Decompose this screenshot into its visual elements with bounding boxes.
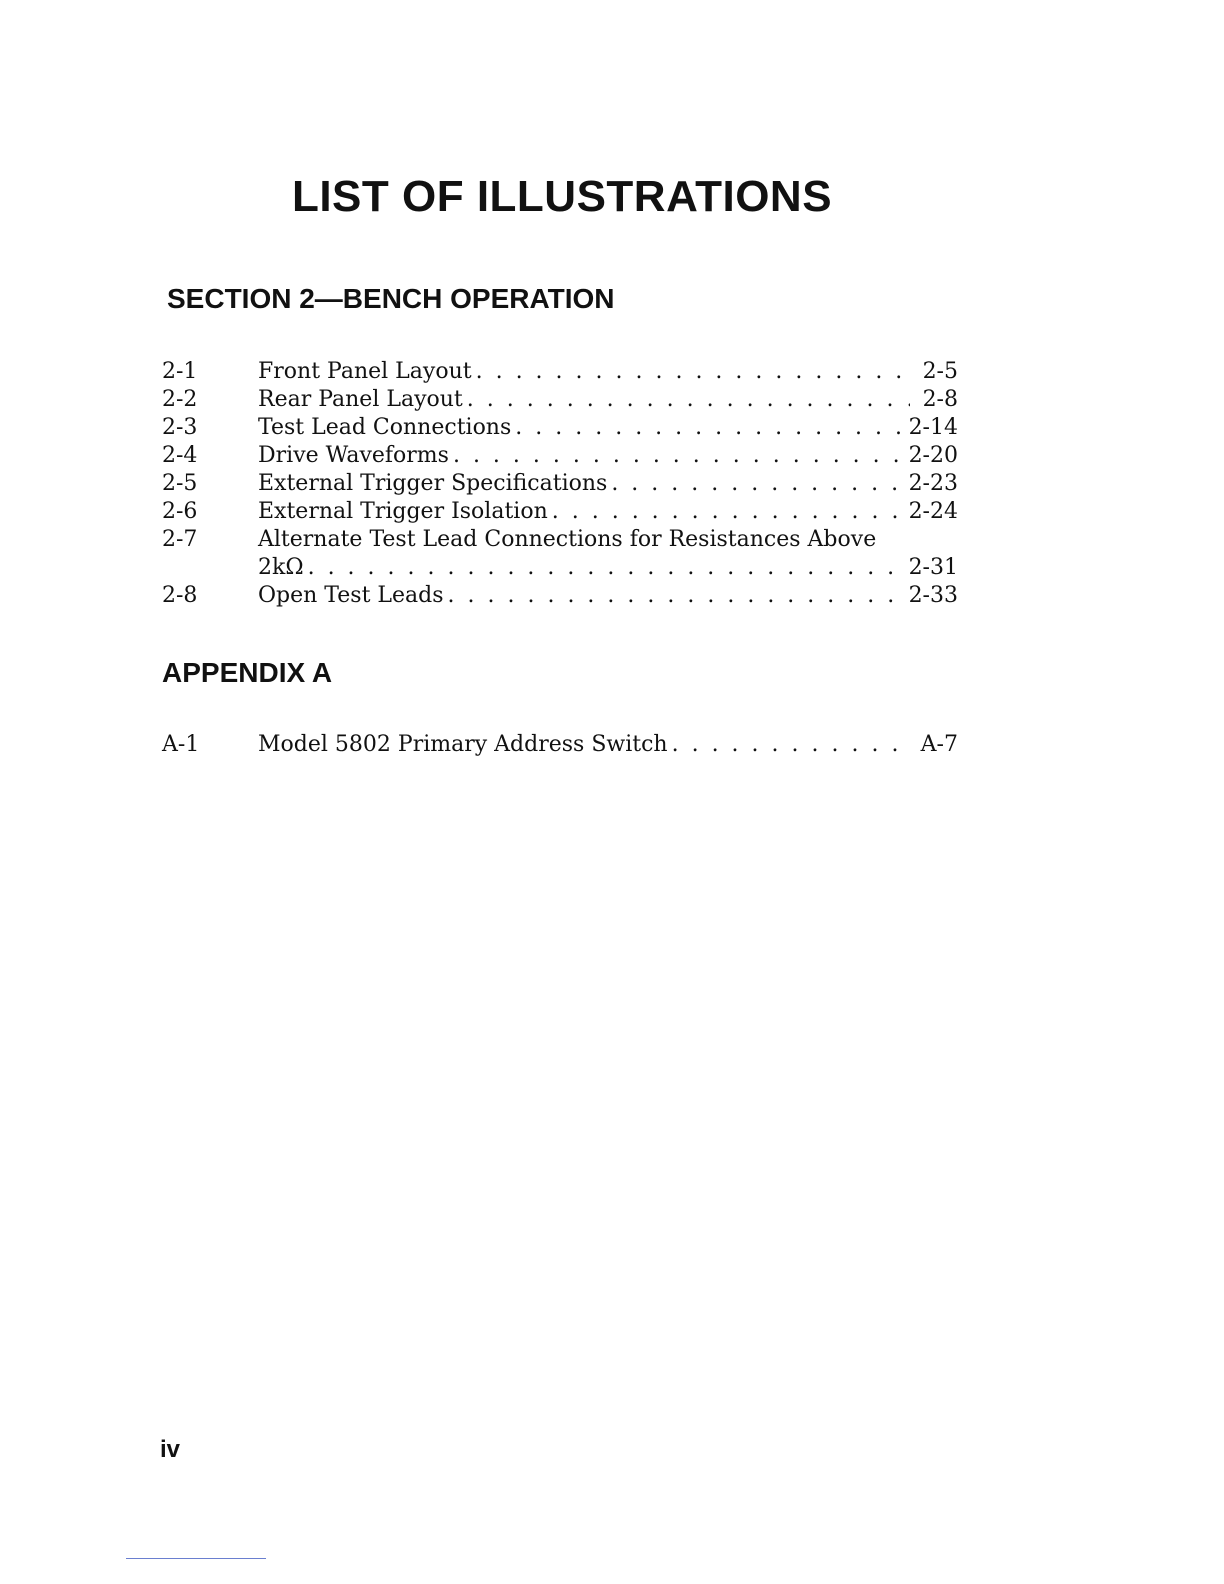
dot-leader <box>672 731 910 759</box>
page-reference: 2-23 <box>908 471 958 496</box>
section-heading-appendix-a: APPENDIX A <box>162 657 333 688</box>
page-reference: 2-5 <box>922 359 958 384</box>
figure-number: 2-3 <box>162 415 198 440</box>
toc-entry[interactable] <box>162 731 958 759</box>
figure-title: Open Test Leads <box>258 583 444 608</box>
dot-leader <box>552 498 901 526</box>
figure-number: 2-4 <box>162 443 198 468</box>
figure-title: External Trigger Specifications <box>258 471 608 496</box>
page-reference: 2-20 <box>908 443 958 468</box>
dot-leader <box>453 442 901 470</box>
dot-leader <box>467 386 910 414</box>
illustration-list-section-2 <box>162 358 958 610</box>
figure-title: Test Lead Connections <box>258 415 512 440</box>
section-heading-bench-operation: SECTION 2—BENCH OPERATION <box>167 283 615 314</box>
figure-number: 2-7 <box>162 527 198 552</box>
toc-entry[interactable] <box>162 526 958 554</box>
page-reference: 2-14 <box>908 415 958 440</box>
scan-edge-line <box>126 1558 266 1559</box>
dot-leader <box>476 358 910 386</box>
page-reference: 2-31 <box>908 555 958 580</box>
toc-entry[interactable] <box>162 442 958 470</box>
figure-number: 2-5 <box>162 471 198 496</box>
figure-number: 2-1 <box>162 359 198 384</box>
figure-number: A-1 <box>162 732 200 757</box>
page-reference: 2-8 <box>922 387 958 412</box>
illustration-list-appendix-a <box>162 731 958 759</box>
page-reference: 2-33 <box>908 583 958 608</box>
dot-leader <box>308 554 901 582</box>
figure-title: Drive Waveforms <box>258 443 449 468</box>
toc-entry[interactable] <box>162 358 958 386</box>
page-reference: 2-24 <box>908 499 958 524</box>
toc-entry[interactable] <box>162 470 958 498</box>
toc-entry-continuation[interactable] <box>162 554 958 582</box>
toc-entry[interactable] <box>162 582 958 610</box>
dot-leader <box>448 582 901 610</box>
page-title: LIST OF ILLUSTRATIONS <box>291 172 833 221</box>
toc-entry[interactable] <box>162 386 958 414</box>
dot-leader <box>611 470 900 498</box>
figure-number: 2-6 <box>162 499 198 524</box>
figure-title-continuation: 2kΩ <box>258 555 304 580</box>
toc-entry[interactable] <box>162 414 958 442</box>
page-number: iv <box>160 1436 181 1463</box>
figure-title: Model 5802 Primary Address Switch <box>258 732 668 757</box>
toc-entry[interactable] <box>162 498 958 526</box>
dot-leader <box>515 414 900 442</box>
figure-number: 2-8 <box>162 583 198 608</box>
figure-title: External Trigger Isolation <box>258 499 548 524</box>
figure-title: Alternate Test Lead Connections for Resistances Above <box>258 527 877 552</box>
figure-title: Front Panel Layout <box>258 359 472 384</box>
figure-title: Rear Panel Layout <box>258 387 463 412</box>
page-reference: A-7 <box>920 732 958 757</box>
figure-number: 2-2 <box>162 387 198 412</box>
